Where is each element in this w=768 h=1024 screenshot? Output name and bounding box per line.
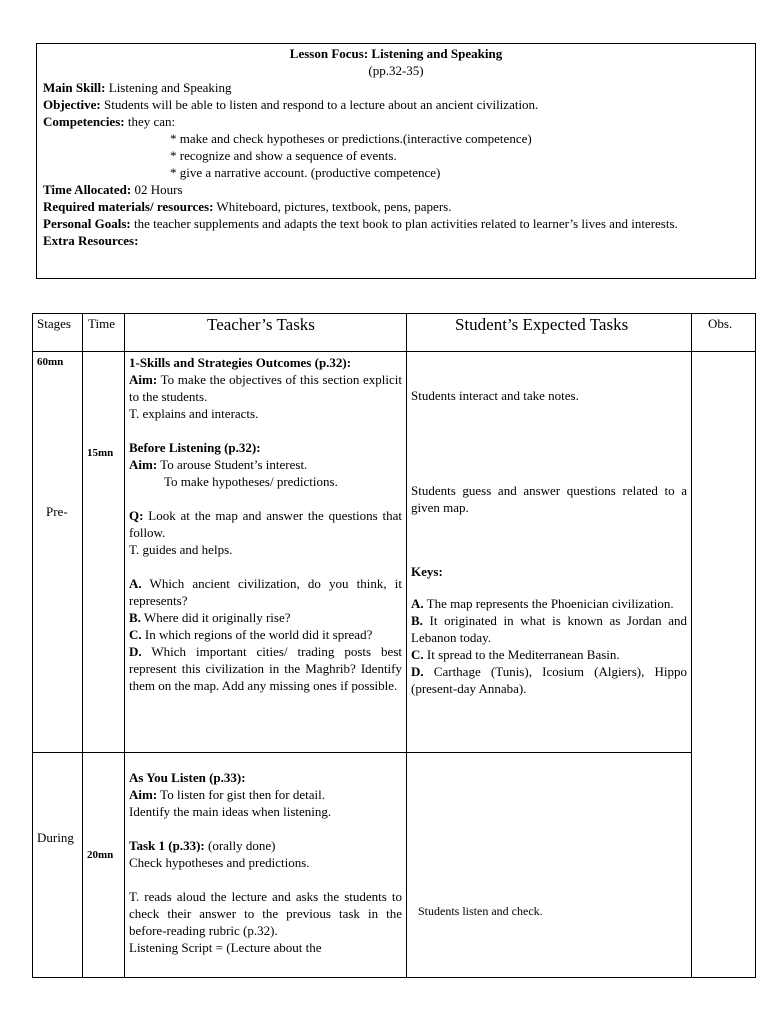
teacher-tasks-during bbox=[129, 769, 402, 956]
lesson-title: Lesson Focus: Listening and Speaking bbox=[289, 46, 503, 61]
teacher-action: Identify the main ideas when listening. bbox=[129, 804, 332, 819]
key-d: D. Carthage (Tunis), Icosium (Algiers), Hippo (present-day Annaba). bbox=[411, 664, 687, 696]
stage-label: Pre- bbox=[46, 504, 68, 519]
competency-item: * recognize and show a sequence of events. bbox=[170, 148, 397, 163]
extra-resources: Extra Resources: bbox=[43, 233, 139, 248]
header-time: Time bbox=[88, 316, 115, 331]
header-stages: Stages bbox=[37, 316, 71, 331]
student-task-listen: Students listen and check. bbox=[418, 904, 543, 918]
aim: Aim: To make the objectives of this section explicit to the students. bbox=[129, 372, 402, 404]
column-divider bbox=[691, 314, 692, 977]
lesson-pages: (pp.32-35) bbox=[368, 63, 424, 78]
question-d: D. Which important cities/ trading posts best represent this civilization in the Maghrib? Identify them on the map. Add any missing ones if possible. bbox=[129, 644, 402, 693]
aim: Aim: To listen for gist then for detail. bbox=[129, 787, 325, 802]
objective: Objective: Students will be able to listen and respond to a lecture about an ancient civilization. bbox=[43, 97, 539, 112]
listening-script: Listening Script = (Lecture about the bbox=[129, 940, 322, 955]
teacher-action: T. explains and interacts. bbox=[129, 406, 259, 421]
header-obs: Obs. bbox=[708, 316, 733, 331]
aim: Aim: To arouse Student’s interest. bbox=[129, 457, 308, 472]
student-task-interact: Students interact and take notes. bbox=[411, 388, 579, 403]
main-skill: Main Skill: Listening and Speaking bbox=[43, 80, 232, 95]
key-a: A. The map represents the Phoenician civilization. bbox=[411, 596, 674, 611]
key-b: B. It originated in what is known as Jordan and Lebanon today. bbox=[411, 613, 687, 645]
teacher-tasks-pre bbox=[129, 354, 402, 694]
competency-item: * make and check hypotheses or predictions.(interactive competence) bbox=[170, 131, 532, 146]
section-title: Before Listening (p.32): bbox=[129, 440, 261, 455]
column-divider bbox=[82, 314, 83, 977]
answer-keys bbox=[411, 563, 687, 697]
question-c: C. In which regions of the world did it spread? bbox=[129, 627, 373, 642]
student-task-guess: Students guess and answer questions related to a given map. bbox=[411, 483, 687, 515]
competencies: Competencies: they can: bbox=[43, 114, 176, 129]
personal-goals: Personal Goals: the teacher supplements and adapts the text book to plan activities related to learner’s lives and interests. bbox=[43, 216, 678, 231]
column-divider bbox=[406, 314, 407, 977]
column-divider bbox=[124, 314, 125, 977]
key-c: C. It spread to the Mediterranean Basin. bbox=[411, 647, 620, 662]
required-materials: Required materials/ resources: Whiteboard, pictures, textbook, pens, papers. bbox=[43, 199, 452, 214]
total-time: 60mn bbox=[37, 356, 64, 368]
task-title: Task 1 (p.33): (orally done) bbox=[129, 838, 276, 853]
time-allocated: Time Allocated: 02 Hours bbox=[43, 182, 183, 197]
stage-time: 15mn bbox=[87, 447, 114, 459]
teacher-action: T. guides and helps. bbox=[129, 542, 233, 557]
keys-label: Keys: bbox=[411, 564, 443, 579]
teacher-action: T. reads aloud the lecture and asks the students to check their answer to the previous task in the before-reading rubric (p.32). bbox=[129, 889, 402, 938]
stage-time: 20mn bbox=[87, 849, 114, 861]
section-title: As You Listen (p.33): bbox=[129, 770, 246, 785]
question: Q: Look at the map and answer the questions that follow. bbox=[129, 508, 402, 540]
lesson-info-box bbox=[36, 43, 756, 279]
row-divider bbox=[33, 752, 691, 753]
task-instruction: Check hypotheses and predictions. bbox=[129, 855, 310, 870]
competency-item: * give a narrative account. (productive competence) bbox=[170, 165, 441, 180]
aim-continued: To make hypotheses/ predictions. bbox=[164, 474, 338, 489]
question-a: A. Which ancient civilization, do you think, it represents? bbox=[129, 576, 402, 608]
row-divider bbox=[33, 351, 755, 352]
header-student-tasks: Student’s Expected Tasks bbox=[455, 315, 629, 334]
stage-label: During bbox=[37, 830, 74, 845]
header-teacher-tasks: Teacher’s Tasks bbox=[207, 315, 315, 334]
section-title: 1-Skills and Strategies Outcomes (p.32): bbox=[129, 355, 352, 370]
lesson-plan-table bbox=[32, 313, 756, 978]
question-b: B. Where did it originally rise? bbox=[129, 610, 291, 625]
